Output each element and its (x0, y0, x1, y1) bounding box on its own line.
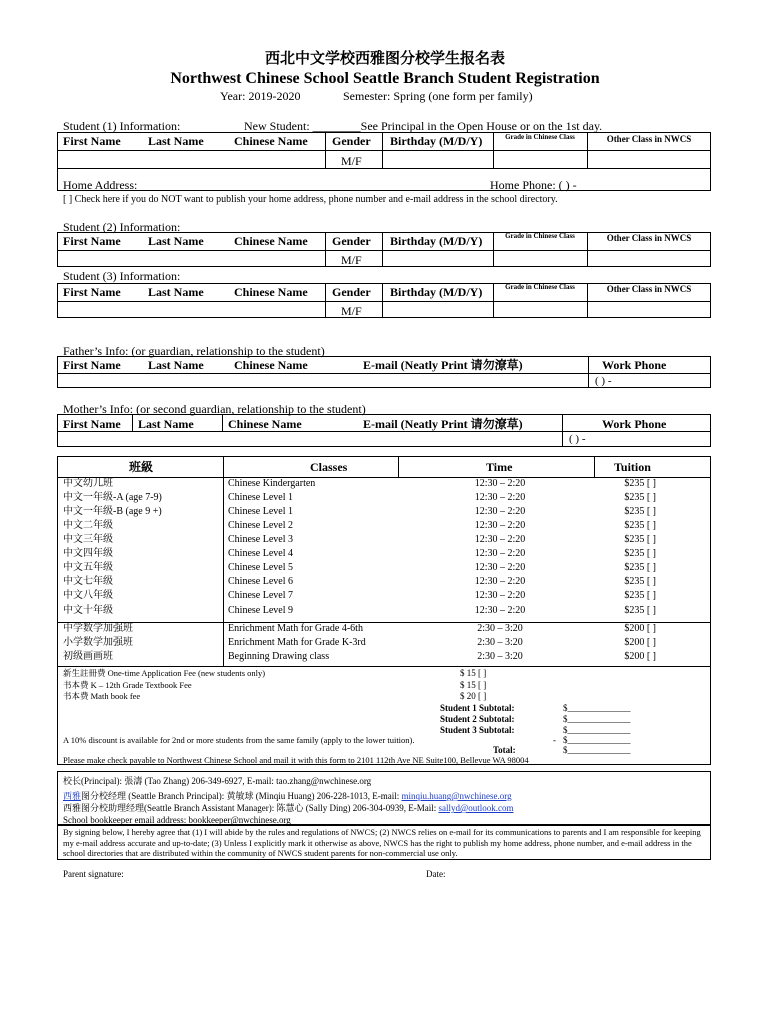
class-row-9-time: 12:30 – 2:20 (474, 605, 526, 616)
mother-chinese-name-header: Chinese Name (228, 417, 302, 431)
principal-contact: 校长(Principal): 張濤 (Tao Zhang) 206-349-6927, E-mail: tao.zhang@nwchinese.org (63, 776, 372, 786)
class-row-5-time: 12:30 – 2:20 (474, 548, 526, 559)
total-field[interactable]: $______________ (563, 745, 631, 755)
page-title-chinese: 西北中文学校西雅图分校学生报名表 (264, 51, 505, 67)
class-row-1-time: 12:30 – 2:20 (474, 492, 526, 503)
school-year: Year: 2019-2020 (220, 89, 301, 103)
student2-other-class-header: Other Class in NWCS (606, 233, 692, 243)
classes-header-classes: Classes (310, 460, 348, 474)
discount-note: A 10% discount is available for 2nd or more students from the same family (apply to the lower tuition). (63, 735, 415, 745)
fee-row-0-label: 新生註冊费 One-time Application Fee (new students only) (63, 668, 266, 678)
classes-header-time: Time (486, 460, 513, 474)
student3-subtotal-field[interactable]: $______________ (563, 725, 631, 735)
class-row-11-tuition-checkbox[interactable]: $200 [ ] (624, 637, 656, 648)
payment-instructions: Please make check payable to Northwest Chinese School and mail it with this form to 2101 112th Ave NE Suite100, Bellevue WA 98004 (63, 755, 529, 765)
new-student-note: New Student: ________See Principal in the Open House or on the 1st day. (244, 119, 603, 133)
student3-label: Student (3) Information: (63, 269, 181, 283)
agreement-text: By signing below, I hereby agree that (1) I will abide by the rules and regulations of NWCS; (2) NWCS relies on e-mail for its communications to parents and I am responsible for keeping my e-mail address accurate and up-to-date; (3) Unless I explicitly mark it otherwise as above, NWCS has the right to publish my home address, phone number, and e-mail address in the school directories that are distributed within the community of NWCS student parents for non-commercial use only. (63, 827, 701, 858)
student3-first-name-header: First Name (63, 285, 121, 299)
bookkeeper-contact: School bookkeeper email address: bookkeeper@nwchinese.org (63, 815, 291, 825)
class-row-9-tuition-checkbox[interactable]: $235 [ ] (624, 605, 656, 616)
class-row-4-chinese-name: 中文三年级 (63, 534, 113, 545)
student2-label: Student (2) Information: (63, 220, 181, 234)
student1-chinese-name-header: Chinese Name (234, 134, 308, 148)
student1-subtotal-label: Student 1 Subtotal: (440, 703, 515, 713)
fee-row-2-label: 书本费 Math book fee (63, 691, 141, 701)
student3-grade-header: Grade in Chinese Class (505, 283, 575, 291)
class-row-7-english-name: Chinese Level 6 (228, 576, 293, 587)
class-row-4-tuition-checkbox[interactable]: $235 [ ] (624, 534, 656, 545)
class-row-8-tuition-checkbox[interactable]: $235 [ ] (624, 590, 656, 601)
class-row-6-time: 12:30 – 2:20 (474, 562, 526, 573)
student3-last-name-header: Last Name (148, 285, 204, 299)
class-row-2-tuition-checkbox[interactable]: $235 [ ] (624, 506, 656, 517)
class-row-6-english-name: Chinese Level 5 (228, 562, 293, 573)
mother-first-name-header: First Name (63, 417, 121, 431)
student1-grade-header: Grade in Chinese Class (505, 133, 575, 141)
student2-first-name-header: First Name (63, 234, 121, 248)
class-row-12-tuition-checkbox[interactable]: $200 [ ] (624, 651, 656, 662)
page-title: Northwest Chinese School Seattle Branch Student Registration (170, 70, 600, 87)
student1-gender-header: Gender (332, 134, 371, 148)
class-row-8-chinese-name: 中文八年级 (63, 590, 113, 601)
student2-birthday-header: Birthday (M/D/Y) (390, 234, 483, 248)
mother-phone-format: ( ) - (569, 433, 586, 445)
class-row-11-chinese-name: 小学数学加强班 (63, 637, 133, 648)
class-row-0-chinese-name: 中文幼儿班 (63, 478, 113, 489)
class-row-4-time: 12:30 – 2:20 (474, 534, 526, 545)
class-row-12-chinese-name: 初级画画班 (63, 651, 113, 662)
student3-gender-options: M/F (341, 304, 362, 318)
directory-opt-out-checkbox[interactable]: [ ] Check here if you do NOT want to publish your home address, phone number and e-mail address in the school directory. (63, 194, 558, 205)
student3-birthday-header: Birthday (M/D/Y) (390, 285, 483, 299)
mother-work-phone-header: Work Phone (602, 417, 667, 431)
student1-birthday-header: Birthday (M/D/Y) (390, 134, 483, 148)
father-chinese-name-header: Chinese Name (234, 358, 308, 372)
class-row-0-english-name: Chinese Kindergarten (228, 478, 316, 489)
branch-principal-email-link[interactable]: minqiu.huang@nwchinese.org (401, 791, 512, 801)
student3-other-class-header: Other Class in NWCS (606, 284, 692, 294)
class-row-6-tuition-checkbox[interactable]: $235 [ ] (624, 562, 656, 573)
home-phone-label: Home Phone: ( ) - (490, 178, 577, 192)
father-info-label: Father’s Info: (or guardian, relationship to the student) (63, 344, 325, 358)
class-row-10-english-name: Enrichment Math for Grade 4-6th (228, 623, 363, 634)
class-row-0-time: 12:30 – 2:20 (474, 478, 526, 489)
student3-gender-header: Gender (332, 285, 371, 299)
student2-grade-header: Grade in Chinese Class (505, 232, 575, 240)
class-row-1-chinese-name: 中文一年级-A (age 7-9) (63, 492, 162, 503)
class-row-2-time: 12:30 – 2:20 (474, 506, 526, 517)
assistant-email-link[interactable]: sallyd@outlook.com (438, 803, 514, 813)
student1-other-class-header: Other Class in NWCS (606, 134, 692, 144)
discount-field[interactable]: $______________ (563, 735, 631, 745)
class-row-0-tuition-checkbox[interactable]: $235 [ ] (624, 478, 656, 489)
class-row-5-english-name: Chinese Level 4 (228, 548, 293, 559)
date-label: Date: (426, 869, 446, 879)
branch-cn-link[interactable]: 西雅 (63, 791, 82, 801)
class-row-6-chinese-name: 中文五年级 (63, 562, 113, 573)
class-row-3-time: 12:30 – 2:20 (474, 520, 526, 531)
student3-chinese-name-header: Chinese Name (234, 285, 308, 299)
mother-info-label: Mother’s Info: (or second guardian, relationship to the student) (63, 402, 366, 416)
student2-gender-options: M/F (341, 253, 362, 267)
father-email-header: E-mail (Neatly Print 请勿潦草) (363, 358, 523, 372)
mother-last-name-header: Last Name (138, 417, 194, 431)
fee-row-1-label: 书本费 K – 12th Grade Textbook Fee (63, 680, 192, 690)
student1-label: Student (1) Information: (63, 119, 181, 133)
father-work-phone-header: Work Phone (602, 358, 667, 372)
fee-row-0-checkbox[interactable]: $ 15 [ ] (460, 668, 487, 678)
student2-chinese-name-header: Chinese Name (234, 234, 308, 248)
student1-subtotal-field[interactable]: $______________ (563, 703, 631, 713)
class-row-10-tuition-checkbox[interactable]: $200 [ ] (624, 623, 656, 634)
student2-last-name-header: Last Name (148, 234, 204, 248)
semester: Semester: Spring (one form per family) (343, 89, 533, 103)
class-row-1-english-name: Chinese Level 1 (228, 492, 293, 503)
class-row-10-chinese-name: 中学数学加强班 (63, 623, 133, 634)
classes-header-chinese: 班級 (129, 460, 154, 474)
assistant-text: 西雅图分校助理经理(Seattle Branch Assistant Manager): 陈慧心 (Sally Ding) 206-304-0939, E-Mail: (63, 803, 437, 813)
class-row-7-tuition-checkbox[interactable]: $235 [ ] (624, 576, 656, 587)
home-address-label: Home Address: (63, 178, 138, 192)
branch-principal-contact (63, 792, 512, 801)
student1-last-name-header: Last Name (148, 134, 204, 148)
father-last-name-header: Last Name (148, 358, 204, 372)
assistant-contact (63, 804, 514, 813)
class-row-3-english-name: Chinese Level 2 (228, 520, 293, 531)
class-row-2-chinese-name: 中文一年级-B (age 9 +) (63, 506, 162, 517)
class-row-10-time: 2:30 – 3:20 (477, 623, 523, 634)
student2-subtotal-field[interactable]: $______________ (563, 714, 631, 724)
discount-minus: - (553, 735, 556, 745)
class-row-9-english-name: Chinese Level 9 (228, 605, 293, 616)
class-row-9-chinese-name: 中文十年级 (63, 605, 113, 616)
class-row-11-time: 2:30 – 3:20 (477, 637, 523, 648)
class-row-2-english-name: Chinese Level 1 (228, 506, 293, 517)
parent-signature-label: Parent signature: (63, 869, 124, 879)
class-row-3-chinese-name: 中文二年级 (63, 520, 113, 531)
student1-gender-options: M/F (341, 154, 362, 168)
father-phone-format: ( ) - (595, 375, 612, 387)
classes-header-tuition: Tuition (614, 460, 651, 474)
student1-first-name-header: First Name (63, 134, 121, 148)
class-row-12-english-name: Beginning Drawing class (228, 651, 330, 662)
class-row-4-english-name: Chinese Level 3 (228, 534, 293, 545)
class-row-5-tuition-checkbox[interactable]: $235 [ ] (624, 548, 656, 559)
student3-subtotal-label: Student 3 Subtotal: (440, 725, 515, 735)
class-row-8-time: 12:30 – 2:20 (474, 590, 526, 601)
student2-subtotal-label: Student 2 Subtotal: (440, 714, 515, 724)
class-row-8-english-name: Chinese Level 7 (228, 590, 293, 601)
class-row-7-chinese-name: 中文七年级 (63, 576, 113, 587)
mother-email-header: E-mail (Neatly Print 请勿潦草) (363, 417, 523, 431)
class-row-11-english-name: Enrichment Math for Grade K-3rd (228, 637, 366, 648)
fee-row-1-checkbox[interactable]: $ 15 [ ] (460, 680, 487, 690)
class-row-3-tuition-checkbox[interactable]: $235 [ ] (624, 520, 656, 531)
fee-row-2-checkbox[interactable]: $ 20 [ ] (460, 691, 487, 701)
class-row-12-time: 2:30 – 3:20 (477, 651, 523, 662)
class-row-1-tuition-checkbox[interactable]: $235 [ ] (624, 492, 656, 503)
class-row-5-chinese-name: 中文四年级 (63, 548, 113, 559)
class-row-7-time: 12:30 – 2:20 (474, 576, 526, 587)
branch-principal-text: 图分校经理 (Seattle Branch Principal): 黄敏球 (Minqiu Huang) 206-228-1013, E-mail: (81, 791, 400, 801)
father-first-name-header: First Name (63, 358, 121, 372)
student2-gender-header: Gender (332, 234, 371, 248)
total-label: Total: (493, 745, 516, 755)
